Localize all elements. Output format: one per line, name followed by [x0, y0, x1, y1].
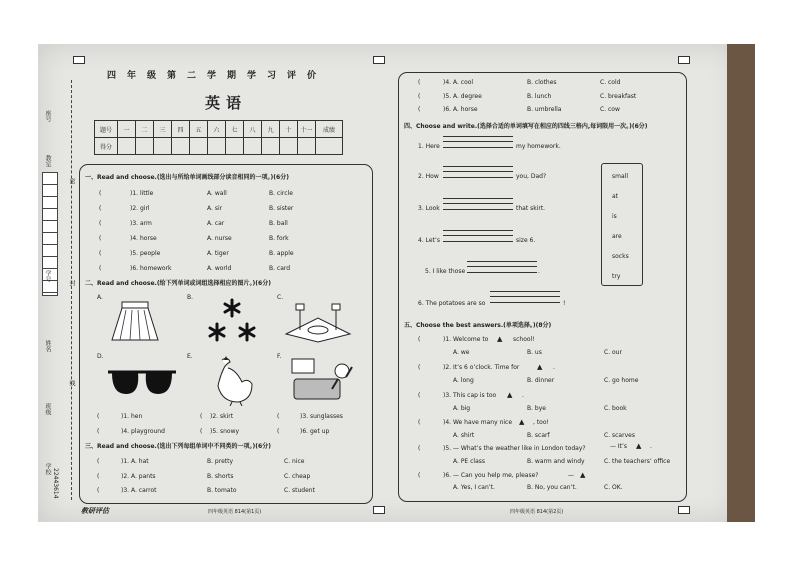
score-input[interactable] — [262, 138, 280, 155]
question[interactable]: )2. girl — [130, 205, 150, 212]
score-cell: 八 — [244, 121, 262, 138]
registration-mark — [678, 506, 690, 514]
paren-open: ( — [418, 364, 421, 371]
option-c[interactable]: C. scarves — [604, 432, 635, 439]
answer-item[interactable]: )2. skirt — [210, 413, 234, 420]
paren-open: ( — [277, 428, 280, 435]
writing-line[interactable] — [443, 147, 513, 148]
score-input[interactable] — [190, 138, 208, 155]
sentence-start: 3. Look — [418, 205, 440, 212]
score-cell: 成绩 — [316, 121, 343, 138]
option-a[interactable]: A. wall — [207, 190, 227, 197]
paren-open: ( — [200, 428, 203, 435]
question[interactable]: )3. A. carrot — [121, 487, 157, 494]
answer-item[interactable]: )1. hen — [121, 413, 143, 420]
writing-line[interactable] — [443, 136, 513, 137]
option-b[interactable]: B. scarf — [527, 432, 550, 439]
option-b[interactable]: B. lunch — [527, 93, 552, 100]
option-b[interactable]: B. sister — [269, 205, 294, 212]
option-b[interactable]: B. bye — [527, 405, 546, 412]
writing-line[interactable] — [490, 291, 560, 292]
option-b[interactable]: B. us — [527, 349, 542, 356]
question-end: , too! — [533, 419, 549, 426]
score-input[interactable] — [226, 138, 244, 155]
pic-label: A. — [97, 294, 103, 301]
writing-line[interactable] — [443, 166, 513, 167]
exam-code: 22443614 — [52, 468, 59, 499]
score-input[interactable] — [298, 138, 316, 155]
section3-heading: 三、Read and choose.(选出下列每组单词中不同类的一项。)(6分) — [85, 443, 271, 450]
paren-open: ( — [418, 93, 421, 100]
score-cell: 十一 — [298, 121, 316, 138]
score-input[interactable] — [208, 138, 226, 155]
writing-line[interactable] — [467, 266, 537, 267]
score-table — [94, 120, 343, 155]
pic-label: E. — [187, 353, 193, 360]
sentence-start: 4. Let’s — [418, 237, 440, 244]
score-input[interactable] — [316, 138, 343, 155]
seal-char: 线 — [68, 380, 75, 386]
registration-mark — [373, 506, 385, 514]
question[interactable]: )6. homework — [130, 265, 172, 272]
option-b[interactable]: B. pretty — [207, 458, 234, 465]
option-b[interactable]: B. shorts — [207, 473, 234, 480]
option-b[interactable]: B. tomato — [207, 487, 237, 494]
paren-open: ( — [97, 428, 100, 435]
registration-mark — [373, 56, 385, 64]
answer-item[interactable]: )4. playground — [121, 428, 165, 435]
word-bank-item: try — [612, 273, 621, 280]
score-cell: 七 — [226, 121, 244, 138]
option-a[interactable]: A. tiger — [207, 250, 229, 257]
paren-open: ( — [418, 106, 421, 113]
blank-marker: ▲ — [636, 442, 642, 450]
paren-open: ( — [418, 79, 421, 86]
seal-char: 密 — [68, 178, 75, 184]
paren-open: ( — [277, 413, 280, 420]
score-cell: 四 — [172, 121, 190, 138]
blank-marker: ▲ — [537, 363, 543, 371]
answer-item[interactable]: )5. snowy — [210, 428, 240, 435]
option-a[interactable]: A. long — [453, 377, 474, 384]
question[interactable]: )2. A. pants — [121, 473, 156, 480]
student-id-label: 学号 — [44, 270, 51, 282]
option-c[interactable]: C. breakfast — [600, 93, 637, 100]
sentence-start: 6. The potatoes are so — [418, 300, 486, 307]
option-a[interactable]: A. car — [207, 220, 225, 227]
writing-line[interactable] — [490, 296, 560, 297]
paren-open: ( — [99, 250, 102, 257]
get-up-icon — [290, 357, 360, 403]
playground-icon — [282, 298, 354, 344]
option-b[interactable]: B. umbrella — [527, 106, 562, 113]
writing-line[interactable] — [443, 171, 513, 172]
option-a[interactable]: A. shirt — [453, 432, 475, 439]
school-label: 学校 — [44, 463, 51, 475]
question[interactable]: )3. This cap is too — [443, 392, 497, 399]
option-c[interactable]: C. student — [284, 487, 315, 494]
paren-open: ( — [99, 205, 102, 212]
writing-line[interactable] — [443, 241, 513, 242]
blank-marker: ▲ — [580, 471, 586, 479]
section4-heading: 四、Choose and write.(选择合适的单词填写在相应的四线三格内,每词限用一次。)(6分) — [404, 123, 648, 130]
option-b[interactable]: B. No, you can’t. — [527, 484, 577, 491]
option-b[interactable]: B. fork — [269, 235, 289, 242]
option-b[interactable]: B. ball — [269, 220, 288, 227]
score-input[interactable] — [172, 138, 190, 155]
paren-open: ( — [418, 445, 421, 452]
question[interactable]: )1. little — [130, 190, 154, 197]
sentence-end: ! — [563, 300, 566, 307]
section2-heading: 二、Read and choose.(给下列单词或词组选择相应的图片。)(6分) — [85, 280, 271, 287]
question[interactable]: )5. — What’s the weather like in London today? — [443, 445, 586, 452]
sunglasses-icon — [106, 364, 178, 400]
writing-line[interactable] — [443, 198, 513, 199]
paren-open: ( — [200, 413, 203, 420]
option-a[interactable]: A. Yes, I can’t. — [453, 484, 495, 491]
seat-label: 座号 — [44, 110, 51, 122]
score-input[interactable] — [118, 138, 136, 155]
option-a[interactable]: A. PE class — [453, 458, 486, 465]
score-cell: 九 — [262, 121, 280, 138]
answer-item[interactable]: )6. get up — [300, 428, 330, 435]
option-b[interactable]: B. dinner — [527, 377, 555, 384]
registration-mark — [73, 56, 85, 64]
question-end: . — [650, 443, 652, 450]
pic-label: B. — [187, 294, 194, 301]
option-a[interactable]: A. world — [207, 265, 232, 272]
question[interactable]: )1. A. hat — [121, 458, 149, 465]
option-c[interactable]: C. the teachers’ office — [604, 458, 671, 465]
score-cell: 三 — [154, 121, 172, 138]
option-c[interactable]: C. cold — [600, 79, 621, 86]
paren-open: ( — [418, 336, 421, 343]
answer-item[interactable]: )3. sunglasses — [300, 413, 343, 420]
name-label: 姓名 — [44, 340, 51, 352]
exam-title: 四年级第二学期学习评价 — [107, 71, 328, 81]
writing-line[interactable] — [467, 261, 537, 262]
option-b[interactable]: B. warm and windy — [527, 458, 585, 465]
option-a[interactable]: A. big — [453, 405, 471, 412]
option-c[interactable]: C. cow — [600, 106, 620, 113]
word-bank-item: small — [612, 173, 628, 180]
option-c[interactable]: C. cheap — [284, 473, 311, 480]
writing-line[interactable] — [443, 141, 513, 142]
pic-label: F. — [277, 353, 282, 360]
question[interactable]: )4. horse — [130, 235, 157, 242]
question[interactable]: )5. A. degree — [443, 93, 482, 100]
paren-open: ( — [418, 419, 421, 426]
pic-label: C. — [277, 294, 284, 301]
pic-label: D. — [97, 353, 104, 360]
brand-label: 教研评估 — [81, 507, 109, 515]
score-cell: 一 — [118, 121, 136, 138]
question[interactable]: )2. It’s 6 o’clock. Time for — [443, 364, 520, 371]
word-bank-item: are — [612, 233, 622, 240]
question-end: . — [553, 364, 555, 371]
sentence-start: 1. Here — [418, 143, 440, 150]
sentence-end: . — [538, 268, 540, 275]
sentence-end: size 6. — [516, 237, 536, 244]
hen-icon — [208, 356, 256, 406]
paren-open: ( — [99, 190, 102, 197]
paren-open: ( — [97, 413, 100, 420]
option-b[interactable]: B. card — [269, 265, 291, 272]
writing-line[interactable] — [467, 272, 537, 273]
option-a[interactable]: A. we — [453, 349, 470, 356]
word-bank-item: socks — [612, 253, 629, 260]
question[interactable]: )1. Welcome to — [443, 336, 489, 343]
question[interactable]: )4. A. cool — [443, 79, 474, 86]
option-b[interactable]: B. circle — [269, 190, 293, 197]
writing-line[interactable] — [443, 203, 513, 204]
writing-line[interactable] — [443, 230, 513, 231]
paren-open: ( — [99, 265, 102, 272]
score-cell: 十 — [280, 121, 298, 138]
score-input[interactable] — [280, 138, 298, 155]
score-cell: 得分 — [95, 138, 118, 155]
paren-open: ( — [99, 235, 102, 242]
option-b[interactable]: B. apple — [269, 250, 294, 257]
section1-heading: 一、Read and choose.(选出与所给单词画线部分读音相同的一项。)(6分) — [85, 174, 289, 181]
score-cell: 六 — [208, 121, 226, 138]
paren-open: ( — [418, 392, 421, 399]
score-input[interactable] — [136, 138, 154, 155]
writing-line[interactable] — [443, 235, 513, 236]
blank-marker: ▲ — [519, 418, 525, 426]
option-a[interactable]: A. nurse — [207, 235, 232, 242]
paren-open: ( — [99, 220, 102, 227]
question[interactable]: )4. We have many nice — [443, 419, 513, 426]
subject-title: 英语 — [205, 94, 248, 112]
paren-open: ( — [97, 473, 100, 480]
option-c[interactable]: C. our — [604, 349, 622, 356]
question[interactable]: )5. people — [130, 250, 161, 257]
question[interactable]: )6. — Can you help me, please? — [443, 472, 539, 479]
word-bank-box — [601, 163, 643, 286]
room-label: 教室 — [44, 155, 51, 167]
score-cell: 二 — [136, 121, 154, 138]
skirt-icon — [110, 300, 160, 346]
word-bank-item: at — [612, 193, 619, 200]
page-number-left: 四年级英语 814(第1页) — [208, 509, 262, 515]
writing-line[interactable] — [443, 209, 513, 210]
question-end: school! — [513, 336, 535, 343]
question[interactable]: )6. A. horse — [443, 106, 478, 113]
score-cell: 题号 — [95, 121, 118, 138]
section5-heading: 五、Choose the best answers.(单项选择。)(8分) — [404, 322, 552, 329]
class-label: 班级 — [44, 403, 51, 415]
page-number-right: 四年级英语 814(第2页) — [510, 509, 564, 515]
question-end: . — [522, 392, 524, 399]
seal-char: 封 — [68, 280, 75, 286]
word-bank-item: is — [612, 213, 617, 220]
score-input[interactable] — [244, 138, 262, 155]
sentence-end: my homework. — [516, 143, 561, 150]
option-c[interactable]: C. book — [604, 405, 627, 412]
table-edge — [727, 44, 755, 522]
score-cell: 五 — [190, 121, 208, 138]
answer-dash: — — [568, 472, 574, 479]
sentence-start: 5. I like those — [425, 268, 466, 275]
snowflake-icon — [205, 298, 261, 346]
blank-marker: ▲ — [507, 391, 513, 399]
paren-open: ( — [418, 472, 421, 479]
option-c[interactable]: C. go home — [604, 377, 639, 384]
paren-open: ( — [97, 487, 100, 494]
registration-mark — [678, 56, 690, 64]
answer-prefix: — It’s — [610, 443, 628, 450]
sentence-end: you, Dad? — [516, 173, 547, 180]
score-input[interactable] — [154, 138, 172, 155]
sentence-end: that skirt. — [516, 205, 546, 212]
option-b[interactable]: B. clothes — [527, 79, 557, 86]
question[interactable]: )3. arm — [130, 220, 152, 227]
option-c[interactable]: C. OK. — [604, 484, 623, 491]
blank-marker: ▲ — [497, 335, 503, 343]
writing-line[interactable] — [490, 302, 560, 303]
option-c[interactable]: C. nice — [284, 458, 305, 465]
option-a[interactable]: A. sir — [207, 205, 223, 212]
sentence-start: 2. How — [418, 173, 439, 180]
seal-line — [71, 80, 72, 500]
writing-line[interactable] — [443, 177, 513, 178]
paren-open: ( — [97, 458, 100, 465]
